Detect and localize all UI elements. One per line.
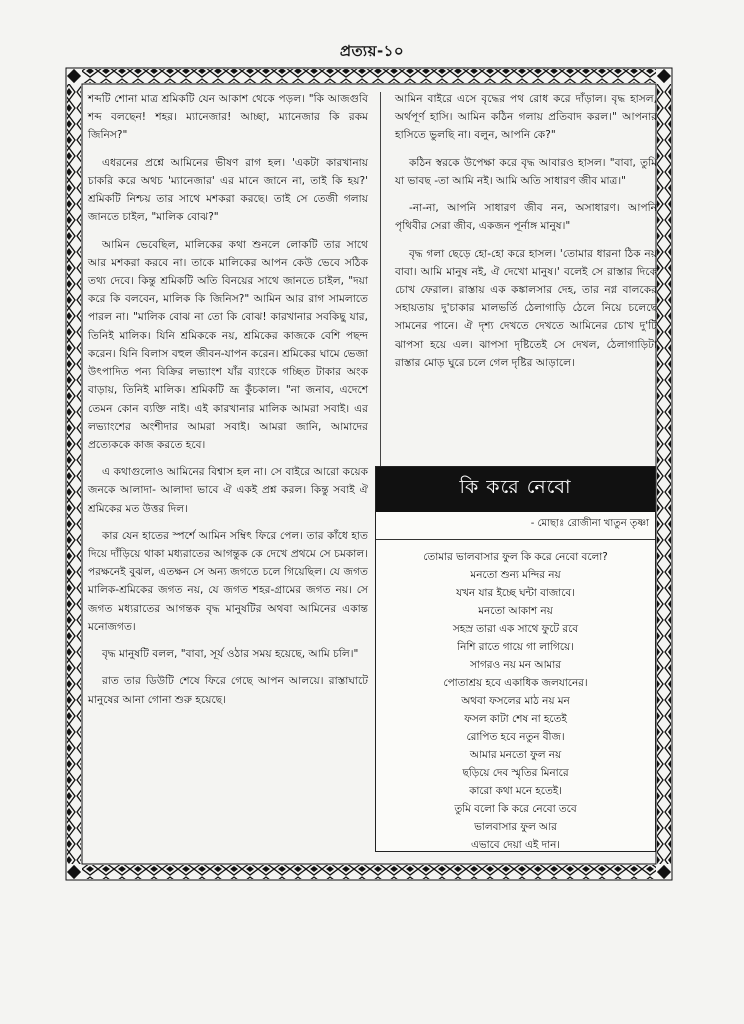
poem-line: যখন যার ইচ্ছে ঘন্টা বাজাবে। [456,587,575,599]
page-title: প্রত্যয়-১০ [339,42,405,60]
paragraph: এ কথাগুলোও আমিনের বিশ্বাস হল না। সে বাইরে আরো কয়েক জনকে আলাদা- আলাদা ভাবে ঐ একই প্রশ্ন করল। কিন্তু সবাই ঐ শ্রমিকের মত উত্তর দিল। [88,466,368,515]
paragraph: কঠিন স্বরকে উপেক্ষা করে বৃদ্ধ আবারও হাসল। "বাবা, তুমি যা ভাবছ -তা আমি নই। আমি অতি সাধারণ জীব মাত্র।" [395,156,657,187]
poem-line: মনতো আকাশ নয় [478,605,553,617]
poem-line: আমার মনতো ফুল নয় [469,749,562,761]
poem-line: তোমার ভালবাসার ফুল কি করে নেবো বলো? [423,551,608,563]
poem-line: ফসল কাটা শেষ না হতেই [464,713,567,725]
paragraph: শব্দটি শোনা মাত্র শ্রমিকটি যেন আকাশ থেকে পড়ল। "কি আজগুবি শব্দ বলছেন! শহর। ম্যানেজার! আচ্ছা, ম্যানেজার কি রকম জিনিস?" [88,93,368,142]
poem-title: কি করে নেবো [376,467,655,512]
paragraph: কার যেন হাতের স্পর্শে আমিন সম্বিৎ ফিরে পেল। তার কাঁধে হাত দিয়ে দাঁড়িয়ে থাকা মধ্যরাতের আগন্তুক কে দেখে প্রথমে সে চমকাল। পরক্ষনেই বুঝল, এতক্ষন সে অন্য জগতে চলে গিয়েছিল। যে জগত মালিক-শ্রমিকের জগত নয়, যে জগত শহর-গ্রামের জগত নয়। সে জগত মধ্যরাতের আগন্তক বৃদ্ধ মানুষটির অথবা আমিনের একান্ত মনোজগত। [88,529,368,633]
poem-line: সাগরও নয় মন আমার [470,659,561,671]
paragraph: বৃদ্ধ মানুষটি বলল, "বাবা, সূর্য ওঠার সময় হয়েছে, আমি চলি।" [102,648,359,661]
poem-line: মনতো শুন্য মন্দির নয় [470,569,561,581]
decorative-frame [62,64,676,884]
poem-body [376,548,655,854]
right-column [395,90,657,381]
left-column [88,90,368,718]
poem-line: অথবা ফসলের মাঠ নয় মন [461,695,570,707]
poem-line: এভাবে দেয়া এই দান। [470,839,561,851]
paragraph: আমিন ভেবেছিল, মালিকের কথা শুনলে লোকটি তার সাথে আর মশকরা করবে না। তাকে মালিকের আপন কেউ ভেবে সঠিক তথ্য দেবে। কিন্তু শ্রমিকটি অতি বিনয়ের সাথে জানতে চাইল, "দয়া করে কি বলবেন, মালিক কি জিনিস?" আমিন আর রাগ সামলাতে পারল না। "মালিক বোঝ না তো কি বোঝ! কারখানার সবকিছু যার, তিনিই মালিক। যিনি শ্রমিককে নয়, শ্রমিকের কাজকে বেশি পছন্দ করেন। যিনি বিলাস বহুল জীবন-যাপন করেন। শ্রমিকের ঘামে ভেজা উৎপাদিত পন্য বিক্রির লভ্যাংশ যাঁর ব্যাংকে গচ্ছিত টাকার অংক বাড়ায়, তিনিই মালিক। শ্রমিকটি ভ্রূ কুঁচকাল। "না জনাব, এদেশে তেমন কোন ব্যক্তি নাই। এই কারখানার মালিক আমরা সবাই। এর লভ্যাংশের অংশীদার আমরা সবাই। আমরা জানি, আমাদের প্রত্যেককে কাজ করতে হবে। [88,238,368,451]
paragraph: -না-না, আপনি সাধারণ জীব নন, অসাধারণ। আপনি পৃথিবীর সেরা জীব, একজন পূর্নাঙ্গ মানুষ।" [395,202,657,233]
poem-line: ভালবাসার ফুল আর [474,821,557,833]
poem-line: নিশি রাতে গায়ে গা লাগিয়ে। [457,641,574,653]
poem-line: রোপিত হবে নতুন বীজ। [466,731,565,743]
poem-author: - মোছাঃ রোজীনা খাতুন তৃষ্ণা [530,518,649,529]
paragraph: আমিন বাইরে এসে বৃদ্ধের পথ রোধ করে দাঁড়াল। বৃদ্ধ হাসল, অর্থপূর্ণ হাসি। আমিন কঠিন গলায় প্রতিবাদ করল।" আপনার হাসিতে ভুলছি না। বলুন, আপনি কে?" [395,93,657,142]
poem-line: ছড়িয়ে দেব স্মৃতির মিনারে [462,767,569,779]
poem-divider [376,539,655,540]
poem-line: পোতাশ্রয় হবে একাধিক জলযানের। [443,677,588,689]
poem-box [375,466,656,852]
paragraph: বৃদ্ধ গলা ছেড়ে হো-হো করে হাসল। 'তোমার ধারনা ঠিক নয় বাবা। আমি মানুষ নই, ঐ দেখো মানুষ।' বলেই সে রাস্তার দিকে চোখ ফেরাল। রাস্তায় এক কঙ্কালসার দেহ, তার নগ্ন বালকের সহায়তায় দু'চাকার মালভর্তি ঠেলাগাড়ি ঠেলে নিয়ে চলেছে সামনের পানে। ঐ দৃশ্য দেখতে দেখতে আমিনের চোখ দু'টি ঝাপসা হয়ে এল। ঝাপসা দৃষ্টিতেই সে দেখল, ঠেলাগাড়িটা রাস্তার মোড় ঘুরে চলে গেল দৃষ্টির আড়ালে। [395,247,657,369]
poem-line: সহস্র তারা এক সাথে ফুটে রবে [452,623,579,635]
poem-line: তুমি বলো কি করে নেবো তবে [454,803,577,815]
paragraph: রাত তার ডিউটি শেষে ফিরে গেছে আপন আলয়ে। রাস্তাঘাটে মানুষের আনা গোনা শুরু হয়েছে। [88,675,368,706]
paragraph: এধরনের প্রশ্নে আমিনের ভীষণ রাগ হল। 'একটা কারখানায় চাকরি করে অথচ 'ম্যানেজার' এর মানে জানে না, তাই কি হয়?' শ্রমিকটি নিশ্চয় তার সাথে মশকরা করছে। তাই সে তেজী গলায় জানতে চাইল, "মালিক বোঝ?" [88,156,368,224]
poem-line: কারো কথা মনে হতেই। [469,785,562,797]
